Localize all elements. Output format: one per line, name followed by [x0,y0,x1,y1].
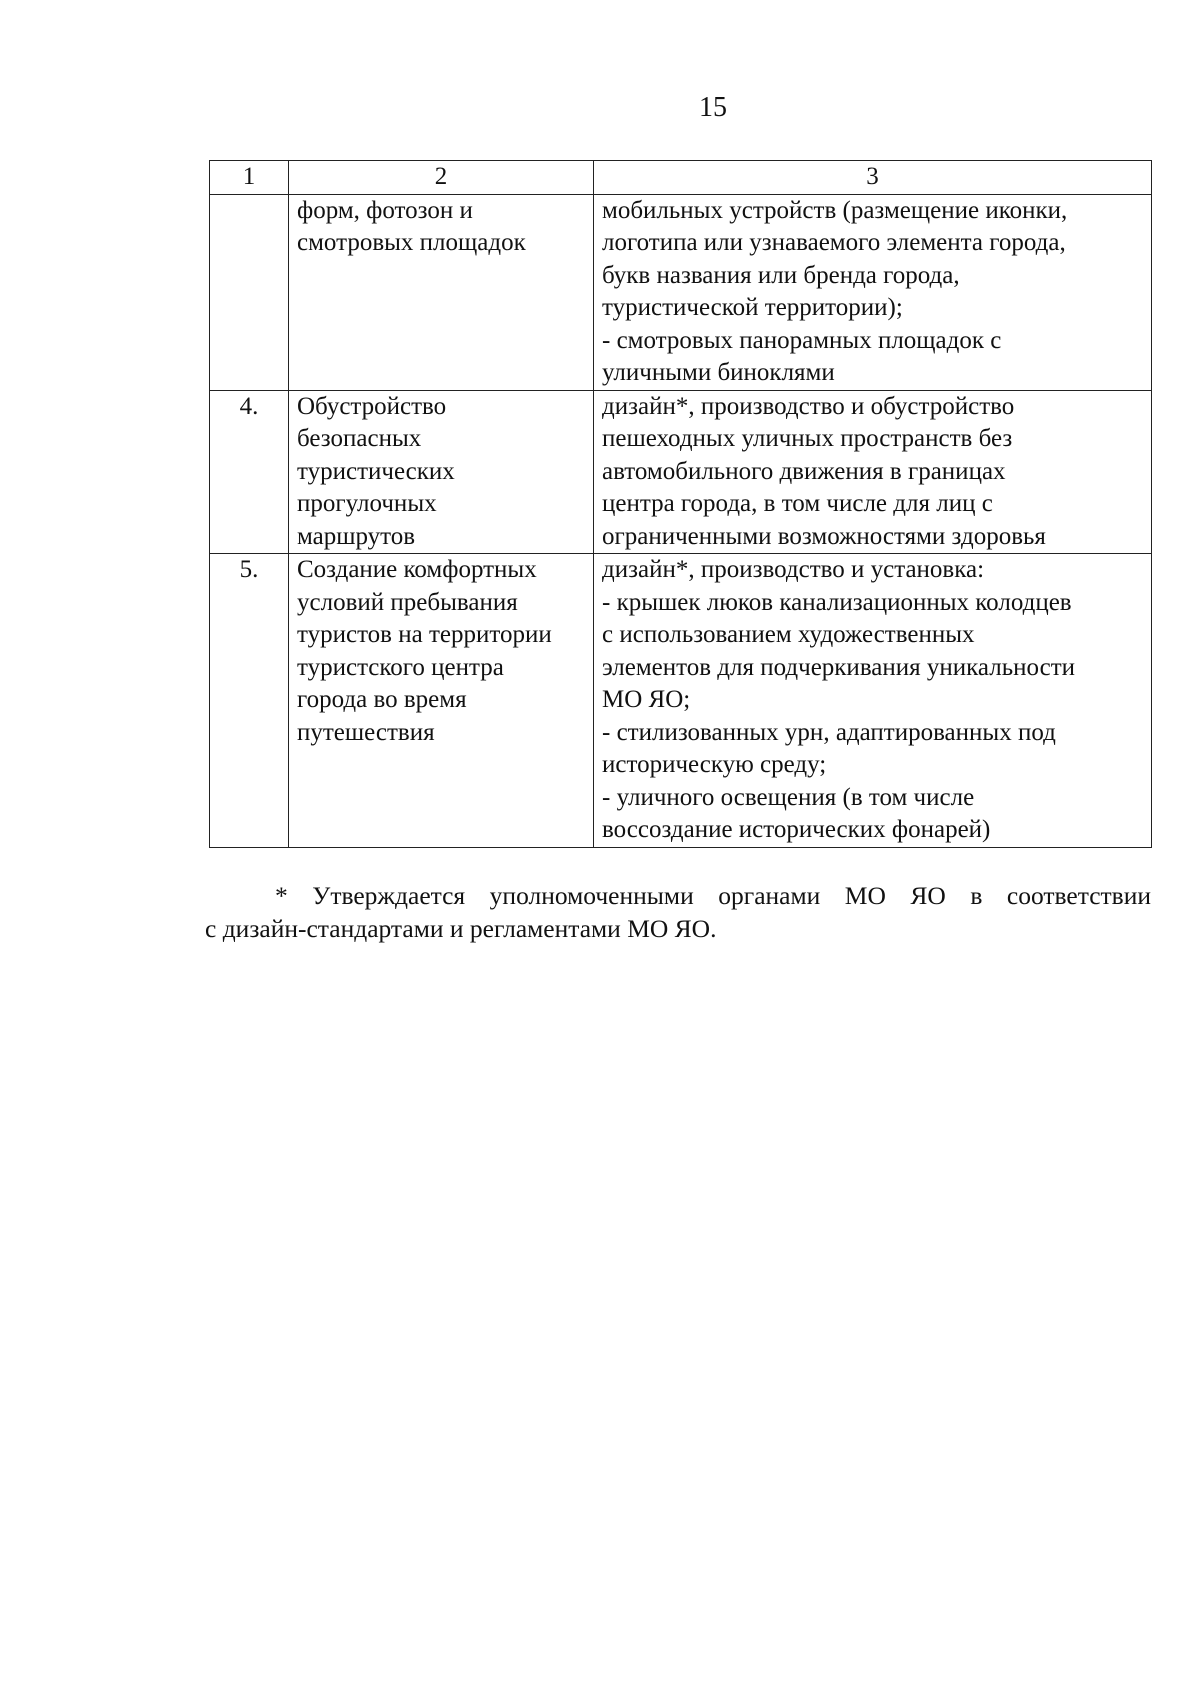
cell-line: дизайн*, производство и обустройство [602,392,1015,420]
cell-line: маршрутов [297,522,416,550]
row-number-cell: 5. [210,554,289,848]
cell-line: прогулочных [297,490,437,517]
cell-line: ограниченными возможностями здоровья [602,522,1046,550]
row-title-cell [289,554,594,848]
cell-line: форм, фотозон и [297,196,473,224]
cell-line: уличными биноклями [602,359,835,386]
cell-line: мобильных устройств (размещение иконки, [602,196,1068,224]
table-row [210,194,1152,390]
cell-line: элементов для подчеркивания уникальности [602,653,1076,681]
row-title-cell [289,390,594,554]
cell-line: Создание комфортных [297,556,537,583]
cell-line: воссоздание исторических фонарей) [602,816,991,843]
footnote-line: * Утверждается уполномоченными органами МО ЯО в соответствии [275,881,1151,910]
cell-line: туристической территории); [602,294,903,321]
cell-line: - смотровых панорамных площадок с [602,326,1002,354]
table-header-cell: 2 [289,161,594,195]
page-number: 15 [699,92,727,123]
cell-line: условий пребывания [297,588,518,616]
footnote [205,879,1151,945]
cell-line: туристского центра [297,653,504,681]
cell-line: города во время [297,686,467,713]
footnote-line: с дизайн-стандартами и регламентами МО ЯО. [205,914,717,943]
cell-line: Обустройство [297,392,447,420]
cell-line: туристических [297,457,455,485]
cell-line: смотровых площадок [297,229,526,256]
cell-line: пешеходных уличных пространств без [602,425,1013,452]
row-description-cell [594,554,1152,848]
table-row [210,390,1152,554]
cell-line: туристов на территории [297,621,552,648]
cell-line: центра города, в том числе для лиц с [602,490,993,517]
row-description-cell [594,194,1152,390]
cell-line: - крышек люков канализационных колодцев [602,588,1072,616]
row-number-cell [210,194,289,390]
cell-line: - уличного освещения (в том числе [602,783,975,811]
cell-line: - стилизованных урн, адаптированных под [602,718,1056,746]
cell-line: автомобильного движения в границах [602,457,1006,485]
table-row [210,554,1152,848]
cell-line: дизайн*, производство и установка: [602,556,985,583]
cell-line: историческую среду; [602,751,827,778]
row-description-cell [594,390,1152,554]
table-header-cell: 3 [594,161,1152,195]
cell-line: букв названия или бренда города, [602,261,960,289]
cell-line: МО ЯО; [602,686,691,713]
cell-line: безопасных [297,425,422,452]
activities-table [209,160,1152,848]
cell-line: логотипа или узнаваемого элемента города, [602,229,1066,256]
cell-line: с использованием художественных [602,621,975,648]
row-title-cell [289,194,594,390]
table-header-row [210,161,1152,195]
row-number-cell: 4. [210,390,289,554]
table-header-cell: 1 [210,161,289,195]
cell-line: путешествия [297,718,435,746]
